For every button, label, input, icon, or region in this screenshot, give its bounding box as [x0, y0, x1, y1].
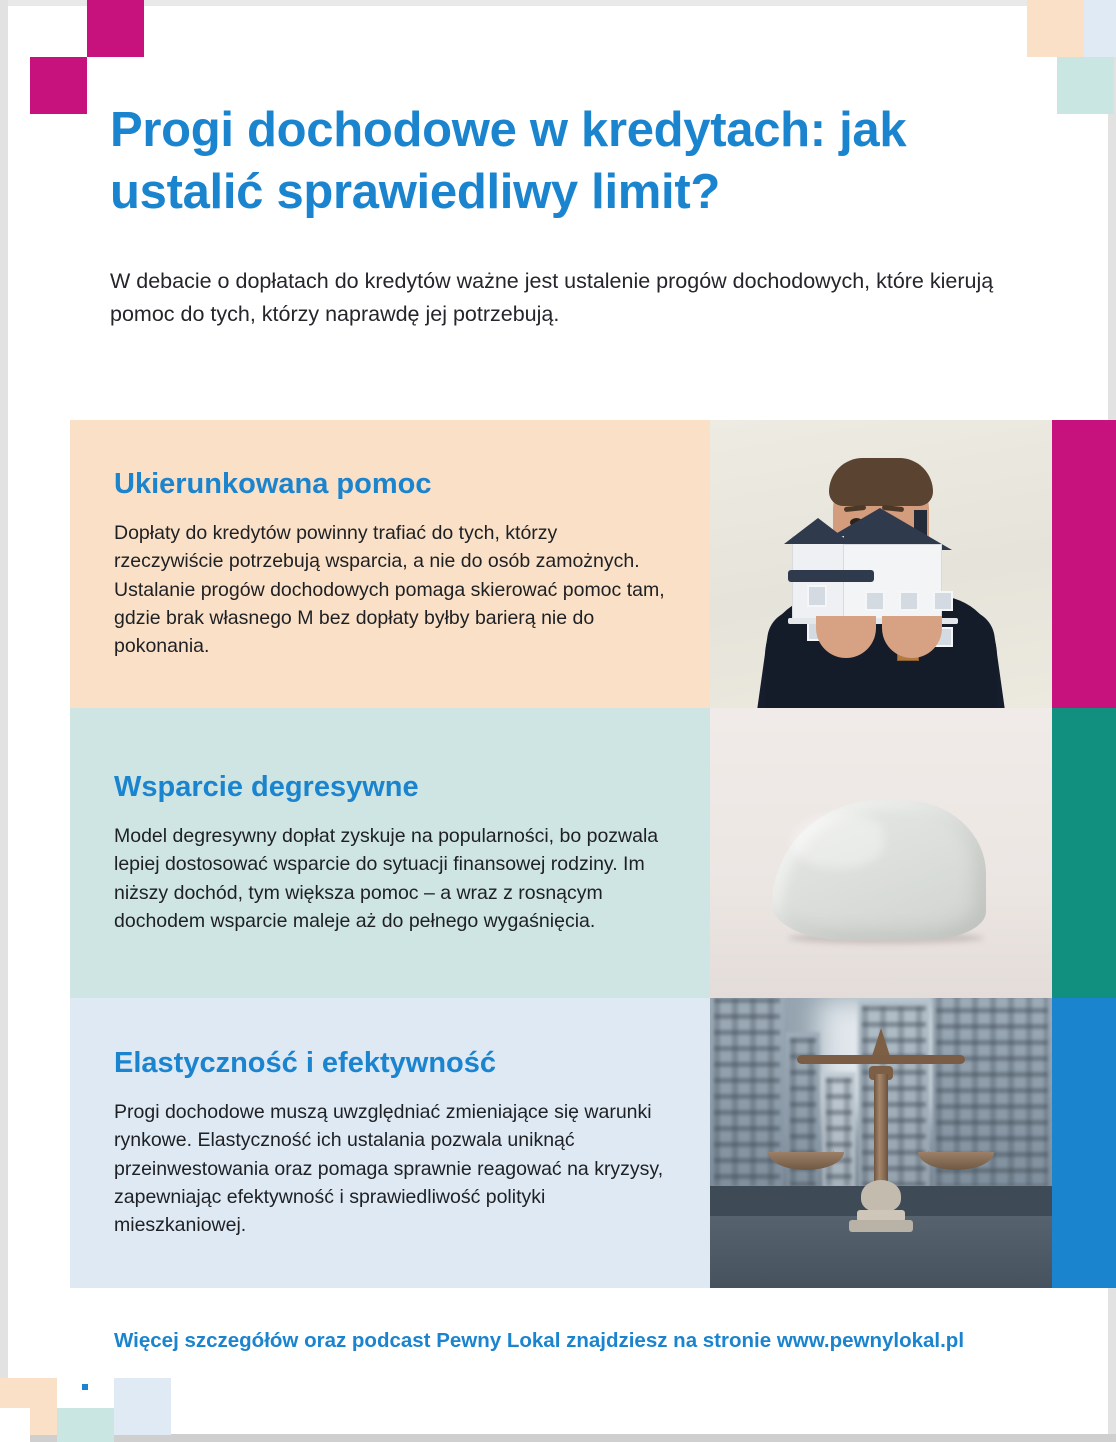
scales-chain-right — [928, 1062, 982, 1154]
man-holding-model-house-photo — [710, 420, 1052, 708]
house-porch-roof — [788, 570, 874, 582]
stone-highlight — [792, 814, 884, 868]
decor-dot-blue — [82, 1384, 88, 1390]
section-3-heading: Elastyczność i efektywność — [114, 1046, 496, 1079]
footer-text: Więcej szczegółów oraz podcast Pewny Lokal znajdziesz na stronie www.pewnylokal.pl — [114, 1329, 965, 1352]
section-3-text — [70, 998, 710, 1288]
page-subtitle: W debacie o dopłatach do kredytów ważne jest ustalenie progów dochodowych, które kierują pomoc do tych, którzy naprawdę jej potrzebują. — [110, 269, 994, 327]
section-3-image — [710, 998, 1052, 1288]
page-bottom-border — [0, 1434, 1116, 1442]
section-2-heading: Wsparcie degresywne — [114, 770, 419, 803]
section-1-heading: Ukierunkowana pomoc — [114, 467, 432, 500]
section-2-accent-bar — [1052, 708, 1116, 998]
house-window — [933, 591, 953, 611]
house-window — [807, 585, 827, 607]
content-sections — [70, 420, 1116, 1288]
footer — [114, 1328, 1034, 1355]
section-1-body: Dopłaty do kredytów powinny trafiać do tych, którzy rzeczywiście potrzebują wsparcia, a nie do osób zamożnych. Ustalanie progów dochodowych pomaga skierować pomoc tam, gdzie brak własnego M bez dopłaty byłby barierą nie do pokonania. — [114, 522, 665, 658]
decor-square-bottom-left-pale-blue — [114, 1378, 171, 1435]
scales-base — [849, 1220, 913, 1232]
section-1-image — [710, 420, 1052, 708]
scales-finial — [872, 1028, 890, 1056]
page-title: Progi dochodowe w kredytach: jak ustalić sprawiedliwy limit? — [110, 103, 907, 219]
person-hair — [829, 458, 933, 506]
decor-mask-bottom-left — [0, 1408, 30, 1442]
scales-base-bulb — [861, 1180, 901, 1212]
scales-pan-left — [768, 1152, 844, 1170]
section-wsparcie-degresywne — [70, 708, 1116, 998]
decor-square-top-right-peach — [1027, 0, 1084, 57]
balance-scales-city-skyline-photo — [710, 998, 1052, 1288]
stone-shape — [772, 800, 986, 940]
decor-square-top-left-magenta-upper — [87, 0, 144, 57]
decor-square-bottom-left-mint — [57, 1408, 114, 1442]
scales-chain-left — [780, 1062, 834, 1154]
decor-square-top-right-mint — [1057, 57, 1114, 114]
page-left-border — [0, 0, 8, 1442]
house-window — [899, 591, 919, 611]
section-2-body: Model degresywny dopłat zyskuje na popularności, bo pozwala lepiej dostosować wsparcie do sytuacji finansowej rodziny. Im niższy dochód, tym większa pomoc – a wraz z rosnącym dochodem wsparcie maleje aż do pełnego wygaśnięcia. — [114, 825, 659, 932]
decor-square-top-left-magenta-lower — [30, 57, 87, 114]
section-3-body: Progi dochodowe muszą uwzględniać zmieniające się warunki rynkowe. Elastyczność ich ustalania pozwala uniknąć przeinwestowania oraz pomaga sprawnie reagować na kryzysy, zapewniając efektywność i sprawiedliwość polityki mieszkaniowej. — [114, 1101, 664, 1237]
section-elastycznosc-i-efektywnosc — [70, 998, 1116, 1288]
scales-pan-right — [918, 1152, 994, 1170]
model-house — [788, 506, 974, 622]
section-1-text — [70, 420, 710, 708]
section-2-image — [710, 708, 1052, 998]
section-2-text — [70, 708, 710, 998]
house-wing-roof — [784, 518, 852, 544]
section-1-accent-bar — [1052, 420, 1116, 708]
white-stone-pebble-photo — [710, 708, 1052, 998]
decor-square-top-right-pale-blue — [1084, 0, 1116, 57]
scales-column — [874, 1074, 888, 1184]
house-window — [865, 591, 885, 611]
section-3-accent-bar — [1052, 998, 1116, 1288]
header — [110, 100, 1040, 331]
section-ukierunkowana-pomoc — [70, 420, 1116, 708]
scales-beam — [797, 1055, 965, 1064]
balance-scales-icon — [766, 1016, 996, 1232]
page-top-border — [0, 0, 1116, 6]
